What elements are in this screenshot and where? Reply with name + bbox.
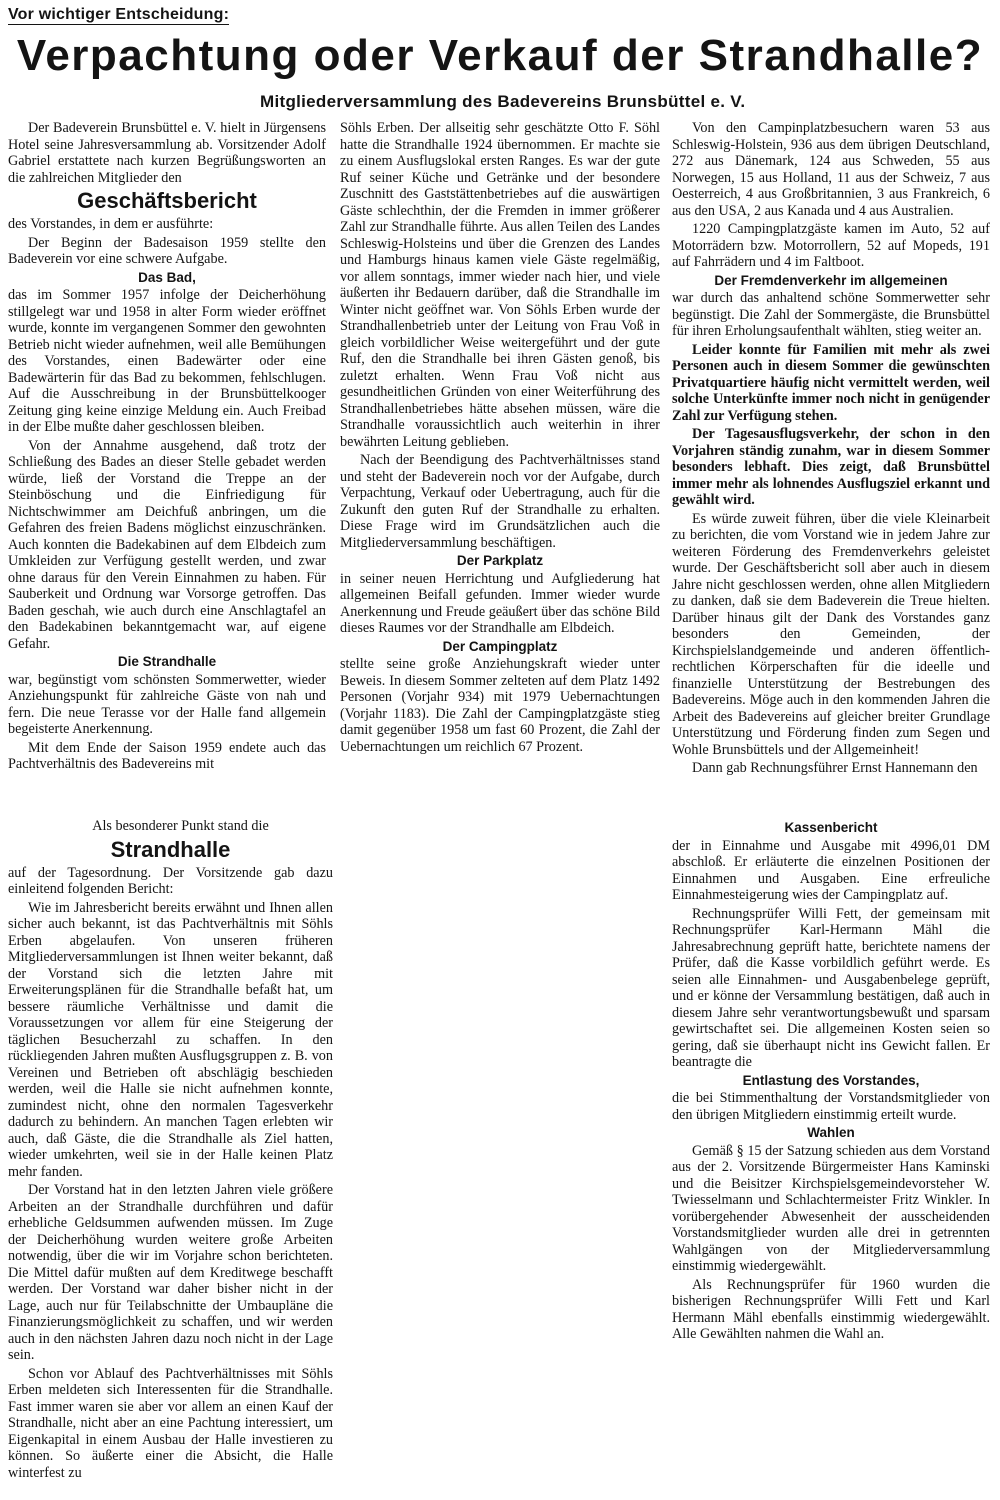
paragraph: auf der Tagesordnung. Der Vorsitzende gab dazu einleitend folgenden Bericht: [8, 864, 333, 897]
paragraph-bold: Der Tagesausflugsverkehr, der schon in den Vorjahren ständig zunahm, war in diesem Sommer besonders lebhaft. Dies zeigt, daß Brunsbüttel immer mehr als lohnendes Ausflugsziel erkannt und gewählt wird. [672, 426, 990, 508]
paragraph: Mit dem Ende der Saison 1959 endete auch das Pachtverhältnis des Badevereins mit [8, 739, 326, 772]
paragraph: des Vorstandes, in dem er ausführte: [8, 216, 214, 232]
paragraph: Nach der Beendigung des Pachtverhältnisses stand und steht der Badeverein noch vor der Aufgabe, durch Verpachtung, Verkauf oder Uebertragung, auch für die Zukunft den guten Ruf der Strandhalle zu erhalten. Diese Frage wird im Grundsätzlichen auch die Mitgliederversammlung beschäftigen. [340, 452, 660, 551]
paragraph: Gemäß § 15 der Satzung schieden aus dem Vorstand aus der 2. Vorsitzende Bürgermeister Hans Kaminski und die Beisitzer Kirchspielsgemeindevorsteher W. Twiesselmann und Schlachtermeister Fritz Winkler. In vorübergehender Abwesenheit der ausscheidenden Vorstandsmitglieder wurden alle drei in getrennten Wahlgängen von der Mitgliederversammlung einstimmig wiedergewählt. [672, 1142, 990, 1274]
paragraph: 1220 Campingplatzgäste kamen im Auto, 52 auf Motorrädern bzw. Motorrollern, 52 auf Mopeds, 191 auf Fahrrädern und 4 im Faltboot. [672, 221, 990, 270]
paragraph: Söhls Erben. Der allseitig sehr geschätzte Otto F. Söhl hatte die Strandhalle 1924 übernommen. Er machte sie zu einem Ausflugslokal ersten Ranges. Es war der gute Ruf seiner Küche und Getränke und der besondere Zuschnitt des Gaststättenbetriebes auf die auswärtigen Gäste schlechthin, der die Fremden in immer größerer Zahl zur Strandhalle führte. Aus allen Teilen des Landes Schleswig-Holsteins und über die Grenzen des Landes und Hamburgs hinaus kamen viele Gäste regelmäßig, vor allem sonntags, immer wieder nach hier, und viele äußerten ihr Bedauern darüber, daß die Strandhalle im Winter nicht geöffnet war. Von Söhls Erben wurde der Strandhallenbetrieb unter der Leitung von Frau Voß in gleich vorbildlicher Weise weitergeführt und der gute Ruf, den die Strandhalle bei ihren Gästen genoß, bis zuletzt erhalten. Wenn Frau Voß nicht aus gesundheitlichen Gründen von einer Weiterführung des Strandhallenbetriebes hätte absehen müssen, wäre die Strandhalle voraussichtlich auch weiterhin in ihrer bewährten Leitung geblieben. [340, 120, 660, 450]
paragraph: Dann gab Rechnungsführer Ernst Hannemann den [692, 760, 978, 776]
subheading-die-strandhalle: Die Strandhalle [117, 654, 217, 669]
paragraph: Wie im Jahresbericht bereits erwähnt und Ihnen allen sicher auch bekannt, ist das Pachtverhältnis mit Söhls Erben abgelaufen. Von unseren früheren Mitgliederversammlungen ist Ihnen weiter bekannt, daß der Vorstand sich die letzten Jahre mit Erweiterungsplänen für die Strandhalle befaßt hat, um bessere räumliche Verhältnisse und damit die Voraussetzungen vor allem für eine Steigerung der täglichen Besucherzahl zu schaffen. In den rückliegenden Jahren mußten Ausflugsgruppen z. B. von Vereinen und Betrieben oft abschlägig beschieden werden, weil die Halle sie nicht aufnehmen konnte, zumindest nicht, ohne den normalen Tagesverkehr dadurch zu behindern. An manchen Tagen erlebten wir auch, daß Gäste, die die Strandhalle als Ziel hatten, wieder umkehrten, weil sie in der Halle keinen Platz mehr fanden. [8, 899, 333, 1180]
subheading-wahlen: Wahlen [807, 1125, 855, 1140]
headline: Verpachtung oder Verkauf der Strandhalle? [16, 31, 984, 80]
paragraph: Schon vor Ablauf des Pachtverhältnisses mit Söhls Erben meldeten sich Interessenten für die Strandhalle. Fast immer waren sie aber vor allem an einen Kauf der Strandhalle, nicht aber an eine Pachtung interessiert, um Eigenkapital in einem Ausbau der Halle investieren zu können. So äußerte einer die Absicht, die Halle winterfest zu [8, 1365, 333, 1481]
paragraph: Von der Annahme ausgehend, daß trotz der Schließung des Bades an dieser Stelle gebadet werden würde, ließ der Vorstand die Treppe an der Steinböschung und die Einfriedigung für Nichtschwimmer am Deichfuß anbringen, um die Gefahren des freien Badens möglichst einzuschränken. Auch konnten die Badekabinen auf dem Elbdeich zum Umkleiden zur Verfügung gestellt werden, und zwar ohne daraus für den Verein Einnahmen zu haben. Für Sauberkeit und Ordnung war Vorsorge getroffen. Das Baden geschah, wie auch durch eine Anschlagtafel an den Badekabinen bekanntgemacht war, auf eigene Gefahr. [8, 437, 326, 652]
paragraph: Als Rechnungsprüfer für 1960 wurden die bisherigen Rechnungsprüfer Willi Fett und Karl Hermann Mähl ebenfalls einstimmig wiedergewählt. Alle Gewählten nahmen die Wahl an. [672, 1276, 990, 1342]
paragraph: Der Beginn der Badesaison 1959 stellte den Badeverein vor eine schwere Aufgabe. [8, 234, 326, 267]
column-1 [8, 120, 326, 775]
paragraph: Von den Campinplatzbesuchern waren 53 aus Schleswig-Holstein, 936 aus dem übrigen Deutschland, 272 aus Dänemark, 124 aus Schweden, 55 aus Norwegen, 15 aus Holland, 11 aus der Schweiz, 7 aus Oesterreich, 4 aus Großbritannien, 3 aus Frankreich, 6 aus den USA, 2 aus Kanada und 4 aus Australien. [672, 120, 990, 219]
paragraph-bold: Leider konnte für Familien mit mehr als zwei Personen auch in diesem Sommer die gewünschten Privatquartiere häufig nicht vermittelt werden, weil solche Unterkünfte immer noch nicht in genügender Zahl zur Verfügung stehen. [672, 341, 990, 424]
paragraph: Der Badeverein Brunsbüttel e. V. hielt in Jürgensens Hotel seine Jahresversammlung ab. Vorsitzender Adolf Gabriel erstattete nach kurzen Begrüßungsworten an die zahlreichen Mitglieder den [8, 120, 326, 186]
paragraph: in seiner neuen Herrichtung und Aufgliederung hat allgemeinen Beifall gefunden. Immer wieder wurde Anerkennung und Freude geäußert über das schöne Bild dieses Raumes vor der Strandhalle am Elbdeich. [340, 570, 660, 636]
paragraph: stellte seine große Anziehungskraft wieder unter Beweis. In diesem Sommer zelteten auf dem Platz 1492 Personen (Vorjahr 934) mit 1979 Uebernachtungen (Vorjahr 1183). Die Zahl der Campingplatzgäste stieg damit gegenüber 1958 um fast 60 Prozent, die Zahl der Uebernachtungen um reichlich 67 Prozent. [340, 656, 660, 755]
kicker: Vor wichtiger Entscheidung: [8, 6, 230, 23]
paragraph: Es würde zuweit führen, über die viele Kleinarbeit zu berichten, die vom Vorstand wie in jedem Jahre zur weiteren Förderung des Fremdenverkehrs geleistet wurde. Der Geschäftsbericht soll aber auch in diesem Jahre nicht geschlossen werden, ohne allen Mitgliedern zu danken, daß sie dem Badeverein die Treue hielten. Darüber hinaus gilt der Dank des Vorstandes ganz besonders den Gemeinden, der Kirchspielslandgemeinde und anderen öffentlich-rechtlichen Körperschaften für die ideelle und finanzielle Unterstützung der Bestrebungen des Badevereins. Möge auch in den kommenden Jahren die Arbeit des Badevereins auf gleicher breiter Grundlage Unterstützung und Förderung finden zum Segen und Wohle Brunsbüttels und der Allgemeinheit! [672, 510, 990, 758]
paragraph: Der Vorstand hat in den letzten Jahren viele größere Arbeiten an der Strandhalle durchführen und dafür erhebliche Geldsummen aufwenden müssen. Im Zuge der Deicherhöhung wurden weitere große Arbeiten notwendig, über die wir im Vorjahre schon berichteten. Die Mittel dafür mußten auf dem Kreditwege beschafft werden. Der Vorstand war daher bisher nicht in der Lage, auch nur für Teilabschnitte der Umbaupläne die Finanzierungsmöglichkeit zu schaffen, und wir werden auch in den nächsten Jahren dazu noch nicht in der Lage sein. [8, 1182, 333, 1363]
section-heading-geschaeftsbericht: Geschäftsbericht [77, 188, 257, 213]
subhead: Mitgliederversammlung des Badevereins Brunsbüttel e. V. [260, 92, 746, 111]
column-3 [672, 120, 990, 779]
paragraph: das im Sommer 1957 infolge der Deicherhöhung stillgelegt war und 1958 in alter Form wieder eröffnet wurde, konnte im vergangenen Sommer den gewohnten Betrieb nicht wieder aufnehmen, weil alle Bemühungen des Vorstandes, einen Badewärter oder eine Badewärterin für das Bad zu bekommen, fehlschlugen. Auf die Ausschreibung in der Brunsbüttelkooger Zeitung ging keine einzige Meldung ein. Auch Freibad in der Elbe mußte daher geschlossen bleiben. [8, 287, 326, 435]
subheading-kassenbericht: Kassenbericht [784, 820, 878, 835]
paragraph: war durch das anhaltend schöne Sommerwetter sehr begünstigt. Die Zahl der Sommergäste, die Brunsbüttel für ihren Erholungsaufenthalt wählten, stieg weiter an. [672, 290, 990, 339]
subheading-campingplatz: Der Campingplatz [442, 638, 558, 654]
subheading-das-bad: Das Bad, [138, 269, 196, 285]
subheading-entlastung: Entlastung des Vorstandes, [742, 1072, 920, 1088]
subheading-parkplatz: Der Parkplatz [456, 553, 544, 568]
paragraph: der in Einnahme und Ausgabe mit 4996,01 DM abschloß. Er erläuterte die einzelnen Positionen der Einnahmen und Ausgaben. Eine erfreuliche Einnahmesteigerung wies der Campingplatz auf. [672, 837, 990, 903]
column-2 [340, 120, 660, 757]
column-4 [8, 818, 333, 1483]
subheading-fremdenverkehr: Der Fremdenverkehr im allgemeinen [714, 272, 948, 288]
column-5 [672, 818, 990, 1345]
paragraph: war, begünstigt vom schönsten Sommerwetter, wieder Anziehungspunkt für zahlreiche Gäste von nah und fern. Die neue Terasse vor der Halle fand allgemein begeisterte Anerkennung. [8, 671, 326, 737]
paragraph: Rechnungsprüfer Willi Fett, der gemeinsam mit Rechnungsprüfer Karl-Hermann Mähl die Jahresabrechnung geprüft hatte, berichtete namens der Prüfer, daß die Kasse vorbildlich geführt werde. Es seien alle Einnahmen- und Ausgabenbelege geprüft, und er könne der Versammlung bestätigen, daß auch in diesem Jahre sehr verantwortungsbewußt und sparsam gewirtschaftet sei. Die allgemeinen Kosten seien so gering, daß sie überhaupt nicht ins Gewicht fallen. Er beantragte die [672, 905, 990, 1070]
paragraph: die bei Stimmenthaltung der Vorstandsmitglieder von den übrigen Mitgliedern einstimmig erteilt wurde. [672, 1090, 990, 1123]
intro-line: Als besonderer Punkt stand die [92, 818, 269, 834]
section-heading-strandhalle: Strandhalle [110, 836, 231, 862]
